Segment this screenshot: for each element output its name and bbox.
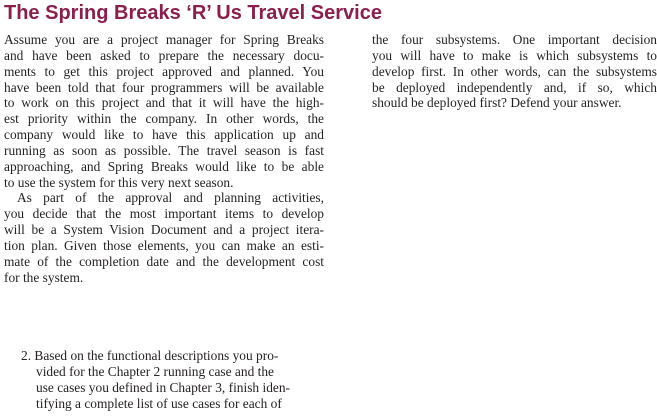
text-line: As part of the approval and planning activities, (17, 190, 324, 206)
right-column (372, 32, 657, 111)
text-line: the four subsystems. One important decision (372, 32, 657, 47)
question-item-2 (21, 348, 306, 411)
text-line: be deployed independently and, if so, which (372, 79, 657, 95)
question-line: vided for the Chapter 2 running case and the (36, 363, 274, 379)
question-continuation (372, 32, 657, 111)
left-column (4, 32, 324, 286)
text-line: you decide that the most important items to develop (4, 206, 324, 222)
case-heading: The Spring Breaks ‘R’ Us Travel Service (4, 2, 382, 24)
intro-paragraph (4, 32, 324, 190)
text-line: to work on this project and that it will have the high- (4, 95, 324, 111)
text-line: company would like to have this application up and (4, 127, 324, 143)
text-line: will be a System Vision Document and a project itera- (4, 222, 324, 238)
text-line: develop first. In other words, can the subsystems (372, 63, 657, 79)
text-line: running as soon as possible. The travel season is fast (4, 142, 324, 158)
text-line: for the system. (4, 269, 84, 285)
planning-paragraph (4, 190, 324, 285)
question-line: use cases you defined in Chapter 3, finish iden- (36, 379, 290, 395)
text-line: ments to get this project approved and planned. You (4, 63, 324, 79)
question-line: 2. Based on the functional descriptions you pro- (21, 348, 279, 363)
text-line: tion plan. Given those elements, you can make an esti- (4, 237, 324, 253)
text-line: Assume you are a project manager for Spring Breaks (4, 32, 324, 47)
text-line: should be deployed first? Defend your answer. (372, 95, 622, 111)
text-line: and have been asked to prepare the necessary docu- (4, 47, 324, 63)
text-line: have been told that four programmers will be available (4, 79, 324, 95)
text-line: mate of the completion date and the development cost (4, 253, 324, 269)
text-line: approaching, and Spring Breaks would like to be able (4, 158, 324, 174)
question-line: tifying a complete list of use cases for each of (36, 395, 282, 411)
text-line: est priority within the company. In other words, the (4, 111, 324, 127)
text-line: you will have to make is which subsystems to (372, 47, 657, 63)
text-line: to use the system for this very next season. (4, 174, 234, 190)
